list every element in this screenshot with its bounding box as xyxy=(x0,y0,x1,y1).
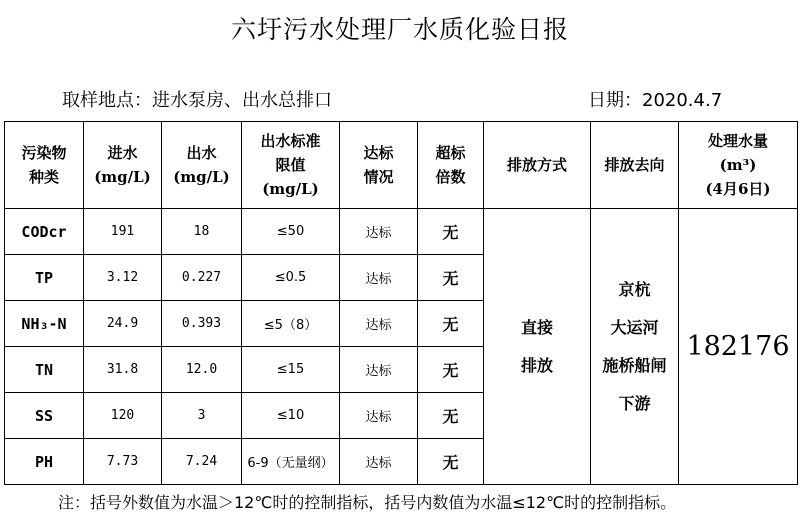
outflow-value: 7.24 xyxy=(162,439,242,485)
inflow-value: 191 xyxy=(84,209,162,255)
water-quality-table xyxy=(4,121,798,485)
inflow-value: 24.9 xyxy=(84,301,162,347)
outflow-value: 12.0 xyxy=(162,347,242,393)
compliance-status: 达标 xyxy=(340,393,418,439)
limit-value: 6-9（无量纲） xyxy=(242,439,340,485)
header-volume: 处理水量 (m³) (4月6日) xyxy=(679,122,798,209)
header-compliance: 达标 情况 xyxy=(340,122,418,209)
exceed-value: 无 xyxy=(418,439,484,485)
compliance-status: 达标 xyxy=(340,439,418,485)
report-title: 六圩污水处理厂水质化验日报 xyxy=(230,15,569,44)
header-inflow: 进水 (mg/L) xyxy=(84,122,162,209)
exceed-value: 无 xyxy=(418,393,484,439)
exceed-value: 无 xyxy=(418,347,484,393)
discharge-to-cell: 京杭 大运河 施桥船闸 下游 xyxy=(591,209,679,485)
inflow-value: 3.12 xyxy=(84,255,162,301)
compliance-status: 达标 xyxy=(340,255,418,301)
header-row xyxy=(5,122,798,209)
outflow-value: 3 xyxy=(162,393,242,439)
header-pollutant: 污染物 种类 xyxy=(5,122,84,209)
header-discharge-to: 排放去向 xyxy=(591,122,679,209)
pollutant-name: TN xyxy=(5,347,84,393)
outflow-value: 0.227 xyxy=(162,255,242,301)
header-exceed: 超标 倍数 xyxy=(418,122,484,209)
pollutant-name: TP xyxy=(5,255,84,301)
table-row xyxy=(5,209,798,255)
inflow-value: 7.73 xyxy=(84,439,162,485)
inflow-value: 120 xyxy=(84,393,162,439)
limit-value: ≤10 xyxy=(242,393,340,439)
outflow-value: 18 xyxy=(162,209,242,255)
discharge-mode-cell: 直接 排放 xyxy=(484,209,591,485)
limit-value: ≤15 xyxy=(242,347,340,393)
inflow-value: 31.8 xyxy=(84,347,162,393)
exceed-value: 无 xyxy=(418,301,484,347)
treated-volume: 182176 xyxy=(679,209,798,485)
exceed-value: 无 xyxy=(418,255,484,301)
footnote: 注：括号外数值为水温＞12℃时的控制指标，括号内数值为水温≤12℃时的控制指标。 xyxy=(58,493,677,512)
pollutant-name: CODcr xyxy=(5,209,84,255)
header-outflow: 出水 (mg/L) xyxy=(162,122,242,209)
limit-value: ≤0.5 xyxy=(242,255,340,301)
header-limit: 出水标准 限值 (mg/L) xyxy=(242,122,340,209)
report-date: 日期：2020.4.7 xyxy=(588,90,723,111)
header-discharge-mode: 排放方式 xyxy=(484,122,591,209)
exceed-value: 无 xyxy=(418,209,484,255)
compliance-status: 达标 xyxy=(340,301,418,347)
sampling-location: 取样地点：进水泵房、出水总排口 xyxy=(62,90,332,111)
compliance-status: 达标 xyxy=(340,347,418,393)
pollutant-name: SS xyxy=(5,393,84,439)
limit-value: ≤5（8） xyxy=(242,301,340,347)
compliance-status: 达标 xyxy=(340,209,418,255)
limit-value: ≤50 xyxy=(242,209,340,255)
pollutant-name: NH₃-N xyxy=(5,301,84,347)
pollutant-name: PH xyxy=(5,439,84,485)
outflow-value: 0.393 xyxy=(162,301,242,347)
